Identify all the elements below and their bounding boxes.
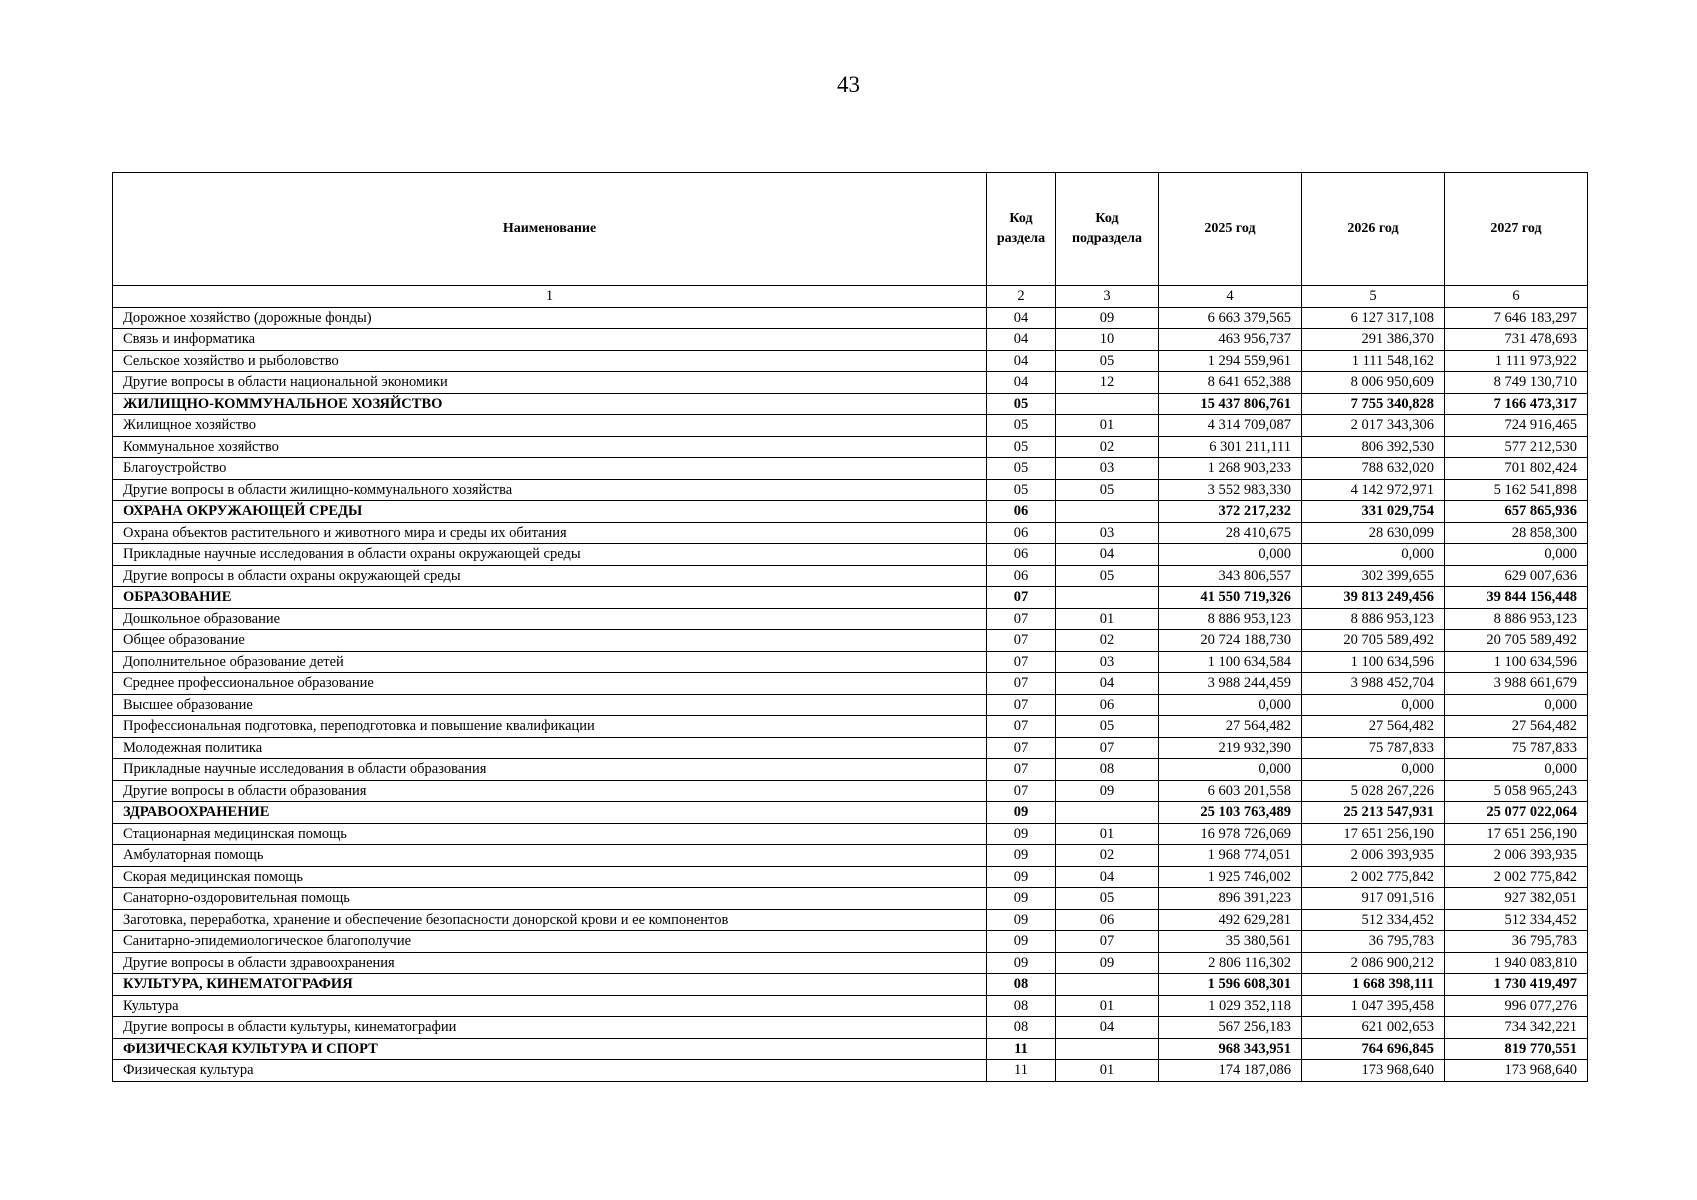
row-name: Скорая медицинская помощь xyxy=(113,866,987,888)
row-name: ФИЗИЧЕСКАЯ КУЛЬТУРА И СПОРТ xyxy=(113,1038,987,1060)
header-section-code-line1: Код xyxy=(1009,211,1033,226)
row-name: Дорожное хозяйство (дорожные фонды) xyxy=(113,307,987,329)
row-subsection-code: 06 xyxy=(1056,909,1159,931)
header-subsection-code-line2: подраздела xyxy=(1071,231,1143,246)
row-amount-2026: 788 632,020 xyxy=(1302,458,1445,480)
column-number: 2 xyxy=(987,286,1056,308)
row-subsection-code: 03 xyxy=(1056,522,1159,544)
row-subsection-code: 04 xyxy=(1056,1017,1159,1039)
row-name: Прикладные научные исследования в области образования xyxy=(113,759,987,781)
row-amount-2027: 75 787,833 xyxy=(1445,737,1588,759)
row-amount-2027: 927 382,051 xyxy=(1445,888,1588,910)
table-row xyxy=(113,995,1588,1017)
row-amount-2027: 0,000 xyxy=(1445,544,1588,566)
row-subsection-code: 05 xyxy=(1056,716,1159,738)
row-name: Среднее профессиональное образование xyxy=(113,673,987,695)
row-section-code: 05 xyxy=(987,393,1056,415)
row-name: Амбулаторная помощь xyxy=(113,845,987,867)
row-amount-2025: 35 380,561 xyxy=(1159,931,1302,953)
row-amount-2027: 512 334,452 xyxy=(1445,909,1588,931)
section-row xyxy=(113,393,1588,415)
row-amount-2025: 1 029 352,118 xyxy=(1159,995,1302,1017)
row-amount-2027: 724 916,465 xyxy=(1445,415,1588,437)
header-2026: 2026 год xyxy=(1302,173,1445,286)
row-subsection-code: 02 xyxy=(1056,436,1159,458)
table-row xyxy=(113,673,1588,695)
row-section-code: 06 xyxy=(987,522,1056,544)
row-section-code: 09 xyxy=(987,931,1056,953)
row-amount-2026: 173 968,640 xyxy=(1302,1060,1445,1082)
row-name: Дошкольное образование xyxy=(113,608,987,630)
row-name: Другие вопросы в области культуры, кинематографии xyxy=(113,1017,987,1039)
row-subsection-code xyxy=(1056,1038,1159,1060)
row-subsection-code: 04 xyxy=(1056,673,1159,695)
row-subsection-code xyxy=(1056,587,1159,609)
row-section-code: 09 xyxy=(987,845,1056,867)
row-subsection-code: 05 xyxy=(1056,565,1159,587)
row-subsection-code: 01 xyxy=(1056,1060,1159,1082)
row-amount-2026: 5 028 267,226 xyxy=(1302,780,1445,802)
table-row xyxy=(113,780,1588,802)
row-amount-2026: 20 705 589,492 xyxy=(1302,630,1445,652)
row-name: Дополнительное образование детей xyxy=(113,651,987,673)
row-amount-2026: 2 017 343,306 xyxy=(1302,415,1445,437)
row-section-code: 07 xyxy=(987,759,1056,781)
row-amount-2025: 8 641 652,388 xyxy=(1159,372,1302,394)
row-amount-2025: 3 552 983,330 xyxy=(1159,479,1302,501)
row-name: Прикладные научные исследования в области охраны окружающей среды xyxy=(113,544,987,566)
table-row xyxy=(113,888,1588,910)
row-name: Высшее образование xyxy=(113,694,987,716)
row-amount-2027: 819 770,551 xyxy=(1445,1038,1588,1060)
table-row xyxy=(113,415,1588,437)
row-amount-2025: 0,000 xyxy=(1159,694,1302,716)
table-row xyxy=(113,737,1588,759)
row-subsection-code xyxy=(1056,974,1159,996)
row-section-code: 04 xyxy=(987,329,1056,351)
column-number: 1 xyxy=(113,286,987,308)
row-amount-2027: 20 705 589,492 xyxy=(1445,630,1588,652)
row-name: Жилищное хозяйство xyxy=(113,415,987,437)
table-row xyxy=(113,823,1588,845)
page-number: 43 xyxy=(837,72,860,97)
row-name: ЗДРАВООХРАНЕНИЕ xyxy=(113,802,987,824)
section-row xyxy=(113,802,1588,824)
row-section-code: 05 xyxy=(987,436,1056,458)
row-amount-2026: 8 006 950,609 xyxy=(1302,372,1445,394)
row-amount-2025: 343 806,557 xyxy=(1159,565,1302,587)
row-amount-2027: 701 802,424 xyxy=(1445,458,1588,480)
row-name: Связь и информатика xyxy=(113,329,987,351)
row-amount-2026: 1 668 398,111 xyxy=(1302,974,1445,996)
row-amount-2026: 806 392,530 xyxy=(1302,436,1445,458)
row-amount-2026: 2 002 775,842 xyxy=(1302,866,1445,888)
table-row xyxy=(113,694,1588,716)
header-name: Наименование xyxy=(113,173,987,286)
table-row xyxy=(113,630,1588,652)
row-amount-2025: 6 603 201,558 xyxy=(1159,780,1302,802)
table-row xyxy=(113,565,1588,587)
header-2027: 2027 год xyxy=(1445,173,1588,286)
row-name: КУЛЬТУРА, КИНЕМАТОГРАФИЯ xyxy=(113,974,987,996)
row-amount-2026: 0,000 xyxy=(1302,759,1445,781)
row-amount-2026: 75 787,833 xyxy=(1302,737,1445,759)
row-amount-2026: 2 006 393,935 xyxy=(1302,845,1445,867)
table-row xyxy=(113,350,1588,372)
row-subsection-code: 06 xyxy=(1056,694,1159,716)
row-amount-2027: 657 865,936 xyxy=(1445,501,1588,523)
row-name: Благоустройство xyxy=(113,458,987,480)
row-section-code: 09 xyxy=(987,866,1056,888)
row-subsection-code: 09 xyxy=(1056,780,1159,802)
row-subsection-code xyxy=(1056,501,1159,523)
row-section-code: 04 xyxy=(987,307,1056,329)
header-subsection-code-line1: Код xyxy=(1095,211,1119,226)
row-subsection-code: 01 xyxy=(1056,995,1159,1017)
row-amount-2027: 577 212,530 xyxy=(1445,436,1588,458)
row-section-code: 08 xyxy=(987,1017,1056,1039)
row-amount-2025: 3 988 244,459 xyxy=(1159,673,1302,695)
row-amount-2026: 1 100 634,596 xyxy=(1302,651,1445,673)
row-amount-2026: 1 047 395,458 xyxy=(1302,995,1445,1017)
row-section-code: 11 xyxy=(987,1038,1056,1060)
row-section-code: 04 xyxy=(987,372,1056,394)
row-amount-2027: 2 006 393,935 xyxy=(1445,845,1588,867)
row-amount-2027: 5 162 541,898 xyxy=(1445,479,1588,501)
row-name: Сельское хозяйство и рыболовство xyxy=(113,350,987,372)
column-number: 4 xyxy=(1159,286,1302,308)
section-row xyxy=(113,587,1588,609)
row-amount-2025: 0,000 xyxy=(1159,544,1302,566)
row-amount-2027: 0,000 xyxy=(1445,759,1588,781)
section-row xyxy=(113,974,1588,996)
row-subsection-code: 02 xyxy=(1056,630,1159,652)
table-row xyxy=(113,931,1588,953)
row-section-code: 07 xyxy=(987,780,1056,802)
row-amount-2026: 6 127 317,108 xyxy=(1302,307,1445,329)
section-row xyxy=(113,501,1588,523)
row-amount-2026: 512 334,452 xyxy=(1302,909,1445,931)
row-amount-2025: 1 268 903,233 xyxy=(1159,458,1302,480)
row-amount-2026: 36 795,783 xyxy=(1302,931,1445,953)
section-row xyxy=(113,1038,1588,1060)
row-amount-2027: 17 651 256,190 xyxy=(1445,823,1588,845)
row-subsection-code: 03 xyxy=(1056,651,1159,673)
header-2025: 2025 год xyxy=(1159,173,1302,286)
row-amount-2025: 6 663 379,565 xyxy=(1159,307,1302,329)
row-amount-2026: 2 086 900,212 xyxy=(1302,952,1445,974)
table-body xyxy=(113,307,1588,1081)
row-name: Другие вопросы в области жилищно-коммунального хозяйства xyxy=(113,479,987,501)
row-amount-2025: 1 100 634,584 xyxy=(1159,651,1302,673)
row-section-code: 06 xyxy=(987,565,1056,587)
row-amount-2025: 25 103 763,489 xyxy=(1159,802,1302,824)
row-amount-2026: 302 399,655 xyxy=(1302,565,1445,587)
row-amount-2025: 8 886 953,123 xyxy=(1159,608,1302,630)
table-row xyxy=(113,458,1588,480)
row-amount-2027: 0,000 xyxy=(1445,694,1588,716)
row-section-code: 09 xyxy=(987,909,1056,931)
row-amount-2026: 621 002,653 xyxy=(1302,1017,1445,1039)
row-amount-2026: 4 142 972,971 xyxy=(1302,479,1445,501)
row-amount-2025: 174 187,086 xyxy=(1159,1060,1302,1082)
row-amount-2025: 567 256,183 xyxy=(1159,1017,1302,1039)
row-amount-2027: 39 844 156,448 xyxy=(1445,587,1588,609)
row-amount-2026: 1 111 548,162 xyxy=(1302,350,1445,372)
row-name: Санаторно-оздоровительная помощь xyxy=(113,888,987,910)
row-name: ОБРАЗОВАНИЕ xyxy=(113,587,987,609)
row-amount-2026: 291 386,370 xyxy=(1302,329,1445,351)
row-amount-2027: 27 564,482 xyxy=(1445,716,1588,738)
row-name: Охрана объектов растительного и животного мира и среды их обитания xyxy=(113,522,987,544)
row-subsection-code xyxy=(1056,802,1159,824)
row-amount-2025: 372 217,232 xyxy=(1159,501,1302,523)
row-amount-2025: 1 968 774,051 xyxy=(1159,845,1302,867)
row-amount-2027: 629 007,636 xyxy=(1445,565,1588,587)
row-name: Молодежная политика xyxy=(113,737,987,759)
row-amount-2026: 0,000 xyxy=(1302,694,1445,716)
row-section-code: 05 xyxy=(987,458,1056,480)
table-row xyxy=(113,522,1588,544)
row-name: Другие вопросы в области образования xyxy=(113,780,987,802)
row-name: Заготовка, переработка, хранение и обеспечение безопасности донорской крови и ее компонентов xyxy=(113,909,987,931)
row-amount-2025: 15 437 806,761 xyxy=(1159,393,1302,415)
row-name: Другие вопросы в области национальной экономики xyxy=(113,372,987,394)
table-row xyxy=(113,608,1588,630)
row-subsection-code: 09 xyxy=(1056,952,1159,974)
row-amount-2026: 764 696,845 xyxy=(1302,1038,1445,1060)
row-amount-2027: 731 478,693 xyxy=(1445,329,1588,351)
table-row xyxy=(113,716,1588,738)
row-amount-2027: 1 111 973,922 xyxy=(1445,350,1588,372)
row-amount-2026: 17 651 256,190 xyxy=(1302,823,1445,845)
row-subsection-code: 05 xyxy=(1056,350,1159,372)
row-subsection-code: 02 xyxy=(1056,845,1159,867)
row-subsection-code: 01 xyxy=(1056,823,1159,845)
row-section-code: 09 xyxy=(987,823,1056,845)
row-amount-2027: 36 795,783 xyxy=(1445,931,1588,953)
row-amount-2027: 1 940 083,810 xyxy=(1445,952,1588,974)
row-section-code: 07 xyxy=(987,737,1056,759)
table-row xyxy=(113,909,1588,931)
table-row xyxy=(113,1060,1588,1082)
row-amount-2027: 8 886 953,123 xyxy=(1445,608,1588,630)
table-row xyxy=(113,307,1588,329)
row-amount-2025: 896 391,223 xyxy=(1159,888,1302,910)
row-amount-2025: 4 314 709,087 xyxy=(1159,415,1302,437)
row-amount-2027: 8 749 130,710 xyxy=(1445,372,1588,394)
row-section-code: 09 xyxy=(987,952,1056,974)
row-name: Стационарная медицинская помощь xyxy=(113,823,987,845)
row-section-code: 05 xyxy=(987,415,1056,437)
table-row xyxy=(113,436,1588,458)
row-amount-2027: 25 077 022,064 xyxy=(1445,802,1588,824)
table-row xyxy=(113,479,1588,501)
row-amount-2025: 28 410,675 xyxy=(1159,522,1302,544)
row-section-code: 06 xyxy=(987,544,1056,566)
row-amount-2027: 996 077,276 xyxy=(1445,995,1588,1017)
row-amount-2025: 492 629,281 xyxy=(1159,909,1302,931)
row-section-code: 07 xyxy=(987,651,1056,673)
header-section-code-line2: раздела xyxy=(996,231,1046,246)
row-name: Санитарно-эпидемиологическое благополучие xyxy=(113,931,987,953)
row-amount-2025: 6 301 211,111 xyxy=(1159,436,1302,458)
row-name: Общее образование xyxy=(113,630,987,652)
row-subsection-code xyxy=(1056,393,1159,415)
row-amount-2026: 7 755 340,828 xyxy=(1302,393,1445,415)
header-section-code xyxy=(987,173,1056,286)
row-section-code: 07 xyxy=(987,694,1056,716)
row-name: ЖИЛИЩНО-КОММУНАЛЬНОЕ ХОЗЯЙСТВО xyxy=(113,393,987,415)
row-subsection-code: 03 xyxy=(1056,458,1159,480)
row-amount-2025: 219 932,390 xyxy=(1159,737,1302,759)
table-row xyxy=(113,952,1588,974)
column-number: 5 xyxy=(1302,286,1445,308)
table-row xyxy=(113,845,1588,867)
row-subsection-code: 07 xyxy=(1056,931,1159,953)
table-row xyxy=(113,372,1588,394)
row-subsection-code: 12 xyxy=(1056,372,1159,394)
row-name: Физическая культура xyxy=(113,1060,987,1082)
row-subsection-code: 05 xyxy=(1056,479,1159,501)
column-number: 6 xyxy=(1445,286,1588,308)
column-number: 3 xyxy=(1056,286,1159,308)
table-row xyxy=(113,651,1588,673)
row-amount-2027: 1 730 419,497 xyxy=(1445,974,1588,996)
row-amount-2027: 7 646 183,297 xyxy=(1445,307,1588,329)
row-amount-2027: 3 988 661,679 xyxy=(1445,673,1588,695)
table-header-row xyxy=(113,173,1588,286)
row-section-code: 11 xyxy=(987,1060,1056,1082)
row-amount-2026: 3 988 452,704 xyxy=(1302,673,1445,695)
row-section-code: 07 xyxy=(987,587,1056,609)
row-subsection-code: 09 xyxy=(1056,307,1159,329)
row-amount-2027: 28 858,300 xyxy=(1445,522,1588,544)
row-subsection-code: 10 xyxy=(1056,329,1159,351)
row-amount-2025: 41 550 719,326 xyxy=(1159,587,1302,609)
row-subsection-code: 04 xyxy=(1056,544,1159,566)
row-section-code: 04 xyxy=(987,350,1056,372)
row-section-code: 09 xyxy=(987,802,1056,824)
row-amount-2026: 27 564,482 xyxy=(1302,716,1445,738)
table-row xyxy=(113,544,1588,566)
row-amount-2027: 1 100 634,596 xyxy=(1445,651,1588,673)
row-amount-2026: 917 091,516 xyxy=(1302,888,1445,910)
budget-table xyxy=(112,172,1588,1082)
row-section-code: 08 xyxy=(987,974,1056,996)
row-amount-2025: 463 956,737 xyxy=(1159,329,1302,351)
header-subsection-code xyxy=(1056,173,1159,286)
row-subsection-code: 05 xyxy=(1056,888,1159,910)
row-amount-2025: 968 343,951 xyxy=(1159,1038,1302,1060)
row-name: Другие вопросы в области охраны окружающей среды xyxy=(113,565,987,587)
row-section-code: 09 xyxy=(987,888,1056,910)
row-amount-2026: 28 630,099 xyxy=(1302,522,1445,544)
row-subsection-code: 08 xyxy=(1056,759,1159,781)
row-section-code: 08 xyxy=(987,995,1056,1017)
row-amount-2027: 2 002 775,842 xyxy=(1445,866,1588,888)
row-amount-2027: 5 058 965,243 xyxy=(1445,780,1588,802)
row-amount-2025: 27 564,482 xyxy=(1159,716,1302,738)
row-amount-2025: 0,000 xyxy=(1159,759,1302,781)
row-name: Профессиональная подготовка, переподготовка и повышение квалификации xyxy=(113,716,987,738)
table-row xyxy=(113,866,1588,888)
column-number-row xyxy=(113,286,1588,308)
row-amount-2026: 331 029,754 xyxy=(1302,501,1445,523)
row-amount-2026: 0,000 xyxy=(1302,544,1445,566)
row-amount-2027: 734 342,221 xyxy=(1445,1017,1588,1039)
row-name: ОХРАНА ОКРУЖАЮЩЕЙ СРЕДЫ xyxy=(113,501,987,523)
row-name: Коммунальное хозяйство xyxy=(113,436,987,458)
row-subsection-code: 07 xyxy=(1056,737,1159,759)
row-amount-2025: 1 925 746,002 xyxy=(1159,866,1302,888)
row-amount-2025: 1 294 559,961 xyxy=(1159,350,1302,372)
row-section-code: 06 xyxy=(987,501,1056,523)
row-amount-2026: 39 813 249,456 xyxy=(1302,587,1445,609)
table-row xyxy=(113,329,1588,351)
row-section-code: 07 xyxy=(987,716,1056,738)
row-subsection-code: 04 xyxy=(1056,866,1159,888)
row-amount-2027: 7 166 473,317 xyxy=(1445,393,1588,415)
table-row xyxy=(113,1017,1588,1039)
row-subsection-code: 01 xyxy=(1056,415,1159,437)
row-amount-2025: 1 596 608,301 xyxy=(1159,974,1302,996)
row-amount-2025: 2 806 116,302 xyxy=(1159,952,1302,974)
row-section-code: 07 xyxy=(987,673,1056,695)
row-amount-2025: 20 724 188,730 xyxy=(1159,630,1302,652)
row-section-code: 07 xyxy=(987,608,1056,630)
row-amount-2025: 16 978 726,069 xyxy=(1159,823,1302,845)
row-name: Другие вопросы в области здравоохранения xyxy=(113,952,987,974)
table-row xyxy=(113,759,1588,781)
row-subsection-code: 01 xyxy=(1056,608,1159,630)
row-name: Культура xyxy=(113,995,987,1017)
row-amount-2026: 25 213 547,931 xyxy=(1302,802,1445,824)
row-amount-2026: 8 886 953,123 xyxy=(1302,608,1445,630)
row-amount-2027: 173 968,640 xyxy=(1445,1060,1588,1082)
row-section-code: 05 xyxy=(987,479,1056,501)
row-section-code: 07 xyxy=(987,630,1056,652)
